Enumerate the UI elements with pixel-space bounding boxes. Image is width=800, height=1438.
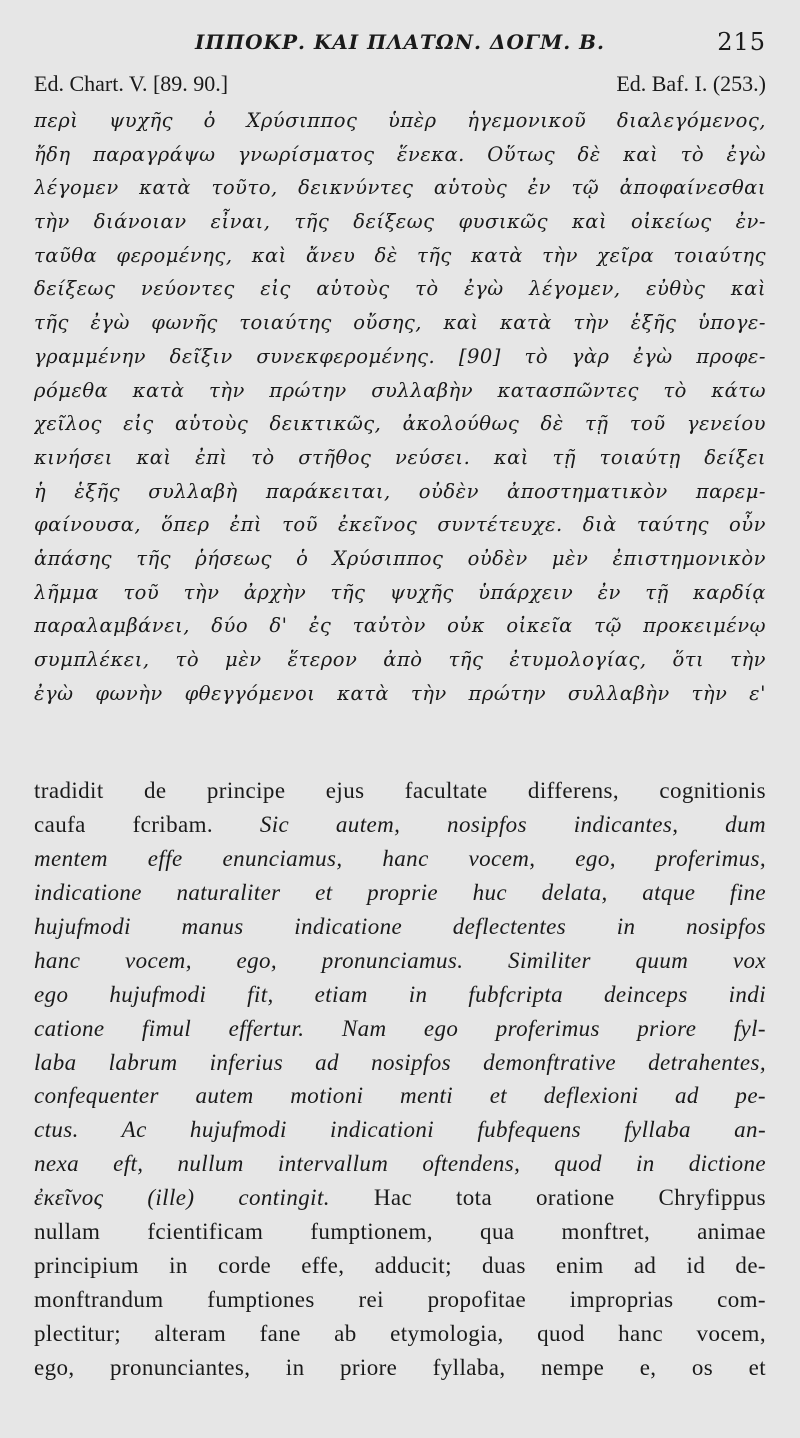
latin-line (34, 1012, 766, 1046)
edition-line (34, 70, 766, 98)
latin-italic-span: ctus. Ac hujufmodi indicationi fubfequens fyllaba an- (34, 1117, 766, 1143)
latin-roman-span: caufa fcribam. (34, 812, 260, 838)
greek-line: κινήσει καὶ ἐπὶ τὸ στῆθος νεύσει. καὶ τῇ τοιαύτῃ δείξει (34, 445, 766, 469)
latin-italic-span: Sic autem, nosipfos indicantes, dum (259, 812, 766, 838)
greek-text (34, 104, 766, 710)
latin-roman-span: tradidit de principe ejus facultate differens, cognitionis (34, 778, 766, 804)
greek-line: ταῦθα φερομένης, καὶ ἄνευ δὲ τῆς κατὰ τὴν χεῖρα τοιαύτης (34, 243, 766, 267)
greek-line: φαίνουσα, ὅπερ ἐπὶ τοῦ ἐκεῖνος συντέτευχε. διὰ ταύτης οὖν (34, 513, 766, 537)
greek-line: ρόμεθα κατὰ τὴν πρώτην συλλαβὴν κατασπῶντες τὸ κάτω (34, 378, 766, 402)
column-gap (34, 710, 766, 774)
latin-line (34, 1113, 766, 1147)
latin-line (34, 1215, 766, 1249)
latin-line (34, 978, 766, 1012)
latin-line (34, 1249, 766, 1283)
latin-roman-span: nullam fcientificam fumptionem, qua monftret, animae (34, 1218, 766, 1244)
greek-line: ἐγὼ φωνὴν φθεγγόμενοι κατὰ τὴν πρώτην συλλαβὴν τὴν ε' (34, 681, 766, 705)
latin-line (34, 1147, 766, 1181)
latin-line (34, 774, 766, 808)
latin-roman-span: principium in corde effe, adducit; duas enim ad id de- (34, 1252, 766, 1278)
latin-line (34, 910, 766, 944)
latin-roman-span: Hac tota oratione Chryfippus (373, 1185, 766, 1211)
greek-line: ἁπάσης τῆς ῥήσεως ὁ Χρύσιππος οὐδὲν μὲν ἐπιστημονικὸν (34, 546, 766, 570)
latin-italic-span: hanc vocem, ego, pronunciamus. Similiter quum vox (34, 947, 766, 973)
latin-line (34, 1046, 766, 1080)
latin-italic-span: nexa eft, nullum intervallum oftendens, quod in dictione (34, 1151, 766, 1177)
latin-line (34, 1351, 766, 1385)
greek-line: συμπλέκει, τὸ μὲν ἕτερον ἀπὸ τῆς ἐτυμολογίας, ὅτι τὴν (34, 648, 766, 671)
latin-italic-span: indicatione naturaliter et proprie huc delata, atque fine (34, 880, 766, 906)
greek-line: γραμμένην δεῖξιν συνεκφερομένης. [90] τὸ γὰρ ἐγὼ προφε- (34, 344, 766, 368)
latin-roman-span: plectitur; alteram fane ab etymologia, quod hanc vocem, (34, 1320, 766, 1346)
latin-italic-span: confequenter autem motioni menti et deflexioni ad pe- (34, 1083, 766, 1109)
latin-italic-span: ἐκεῖνος (ille) contingit. (34, 1185, 374, 1211)
latin-line (34, 808, 766, 842)
latin-roman-span: ego, pronunciantes, in priore fyllaba, nempe e, os et (34, 1354, 766, 1380)
latin-line (34, 842, 766, 876)
greek-line: περὶ ψυχῆς ὁ Χρύσιππος ὑπὲρ ἡγεμονικοῦ διαλεγόμενος, (34, 109, 766, 132)
latin-line (34, 1283, 766, 1317)
greek-line: ἤδη παραγράψω γνωρίσματος ἕνεκα. Οὕτως δὲ καὶ τὸ ἐγὼ (34, 142, 766, 166)
latin-line (34, 876, 766, 910)
page-number: 215 (717, 28, 766, 56)
latin-italic-span: ego hujufmodi fit, etiam in fubfcripta deinceps indi (34, 981, 766, 1007)
greek-line: ἡ ἑξῆς συλλαβὴ παράκειται, οὐδὲν ἀποστηματικὸν παρεμ- (34, 479, 766, 503)
latin-italic-span: catione fimul effertur. Nam ego proferimus priore fyl- (34, 1015, 766, 1041)
latin-text (34, 774, 766, 1384)
latin-line (34, 944, 766, 978)
greek-line: λῆμμα τοῦ τὴν ἀρχὴν τῆς ψυχῆς ὑπάρχειν ἐν τῇ καρδίᾳ (34, 580, 766, 604)
greek-line: δείξεως νεύοντες εἰς αὑτοὺς τὸ ἐγὼ λέγομεν, εὐθὺς καὶ (34, 277, 766, 301)
latin-italic-span: hujufmodi manus indicatione deflectentes in nosipfos (34, 913, 766, 939)
latin-italic-span: mentem effe enunciamus, hanc vocem, ego, proferimus, (34, 846, 766, 872)
edition-chartier: Ed. Chart. V. [89. 90.] (34, 71, 229, 96)
greek-line: τῆς ἐγὼ φωνῆς τοιαύτης οὔσης, καὶ κατὰ τὴν ἑξῆς ὑπογε- (34, 311, 766, 335)
greek-line: τὴν διάνοιαν εἶναι, τῆς δείξεως φυσικῶς καὶ οἰκείως ἐν- (34, 210, 766, 234)
latin-line (34, 1317, 766, 1351)
greek-line: χεῖλος εἰς αὑτοὺς δεικτικῶς, ἀκολούθως δὲ τῇ τοῦ γενείου (34, 412, 766, 436)
running-head: ΙΠΠΟΚΡ. ΚΑΙ ΠΛΑΤΩΝ. ΔΟΓΜ. Β. (194, 30, 606, 54)
latin-line (34, 1079, 766, 1113)
greek-line: παραλαμβάνει, δύο δ' ἐς ταὐτὸν οὐκ οἰκεῖα τῷ προκειμένῳ (34, 614, 766, 638)
page-header (34, 26, 766, 70)
latin-line (34, 1181, 766, 1215)
edition-basel: Ed. Baf. I. (253.) (616, 71, 766, 96)
greek-line: λέγομεν κατὰ τοῦτο, δεικνύντες αὑτοὺς ἐν τῷ ἀποφαίνεσθαι (34, 176, 766, 200)
latin-roman-span: monftrandum fumptiones rei propofitae improprias com- (34, 1286, 766, 1312)
latin-italic-span: laba labrum inferius ad nosipfos demonftrative detrahentes, (34, 1049, 766, 1075)
